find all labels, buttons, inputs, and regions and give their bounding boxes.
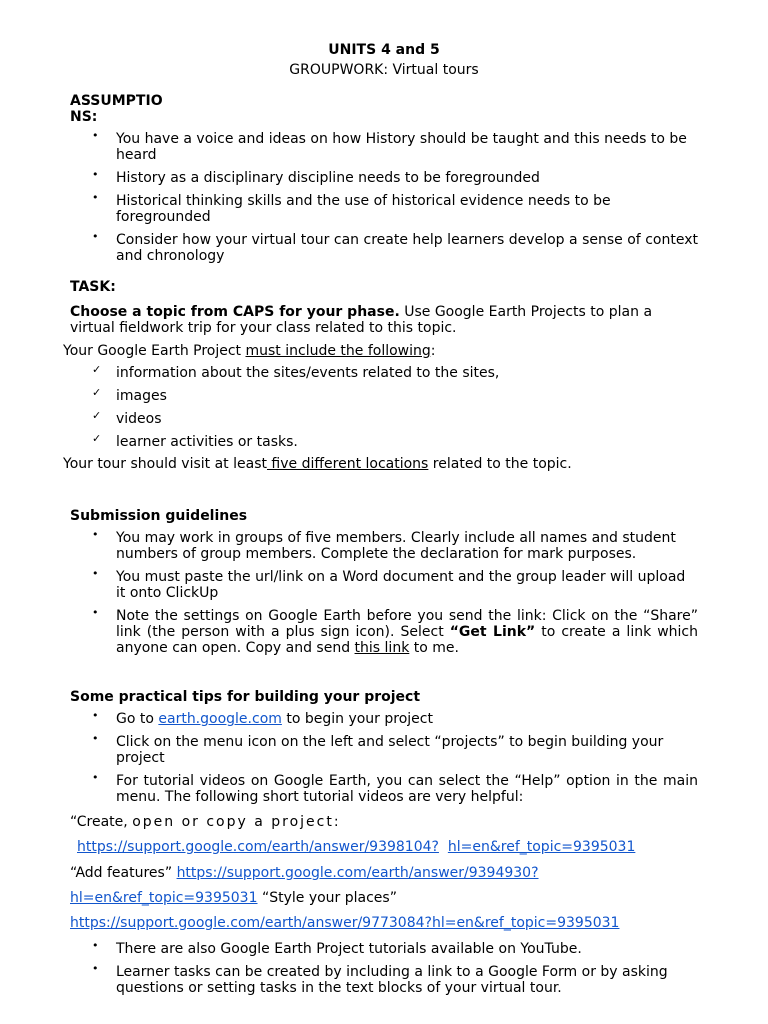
bullet-icon: •: [92, 606, 99, 619]
tutorial-link-create-params[interactable]: hl=en&ref_topic=9395031: [447, 839, 636, 855]
list-item: ✓ learner activities or tasks.: [92, 432, 298, 450]
bullet-icon: •: [92, 191, 99, 204]
list-item: • History as a disciplinary discipline needs to be foregrounded: [92, 168, 540, 186]
tutorial-link-add-features-params[interactable]: hl=en&ref_topic=9395031: [70, 890, 258, 906]
link1-line: [77, 839, 635, 855]
create-label: “Create, open or copy a project:: [70, 814, 341, 830]
list-item: • You have a voice and ideas on how History should be taught and this needs to be heard: [92, 129, 687, 163]
list-item: • You must paste the url/link on a Word document and the group leader will upload it onto ClickUp: [92, 567, 686, 601]
style-places-line: hl=en&ref_topic=9395031 “Style your places”: [70, 890, 397, 906]
list-item: • Go to earth.google.com to begin your project: [92, 709, 433, 727]
checkmark-icon: ✓: [92, 409, 102, 422]
task-checklist: [0, 365, 698, 457]
checkmark-icon: ✓: [92, 432, 102, 445]
checkmark-icon: ✓: [92, 363, 102, 376]
document-subtitle: GROUPWORK: Virtual tours: [289, 62, 479, 78]
tips-more-list: [0, 941, 698, 1003]
bullet-icon: •: [92, 230, 99, 243]
list-item: ✓ videos: [92, 409, 162, 427]
link3-line: [70, 915, 619, 931]
document-title: UNITS 4 and 5: [328, 42, 440, 58]
list-item: • Learner tasks can be created by including a link to a Google Form or by asking questions or setting tasks in the text blocks of your virtual tour.: [92, 962, 668, 996]
list-item: • You may work in groups of five members. Clearly include all names and student numbers of group members. Complete the declaration for mark purposes.: [92, 528, 676, 562]
tutorial-link-add-features[interactable]: https://support.google.com/earth/answer/9394930?: [176, 865, 539, 881]
task-intro: Choose a topic from CAPS for your phase. Use Google Earth Projects to plan a virtual fieldwork trip for your class related to this topic.: [70, 304, 653, 336]
tips-list: [0, 711, 698, 812]
list-item: • Click on the menu icon on the left and select “projects” to begin building your project: [92, 732, 664, 766]
assumptions-heading: ASSUMPTIO NS:: [70, 93, 163, 125]
bullet-icon: •: [92, 168, 99, 181]
assumptions-list: [0, 131, 698, 271]
tips-heading: Some practical tips for building your project: [70, 689, 421, 705]
list-item: • For tutorial videos on Google Earth, you can select the “Help” option in the main menu. The following short tutorial videos are very helpful:: [92, 771, 698, 805]
checkmark-icon: ✓: [92, 386, 102, 399]
tutorial-link-create[interactable]: https://support.google.com/earth/answer/9398104?: [77, 839, 439, 855]
bullet-icon: •: [92, 129, 99, 142]
bullet-icon: •: [92, 962, 99, 975]
list-item: ✓ information about the sites/events related to the sites,: [92, 363, 500, 381]
list-item: • Note the settings on Google Earth before you send the link: Click on the “Share” link (the person with a plus sign icon). Select “Get Link” to create a link which anyone can open. Copy and send this link to me.: [92, 606, 698, 656]
list-item: • Consider how your virtual tour can create help learners develop a sense of context and chronology: [92, 230, 698, 264]
task-visit-line: Your tour should visit at least five different locations related to the topic.: [63, 456, 572, 472]
tutorial-link-style-places[interactable]: https://support.google.com/earth/answer/9773084?hl=en&ref_topic=9395031: [70, 915, 620, 931]
submission-list: [0, 530, 698, 663]
bullet-icon: •: [92, 732, 99, 745]
list-item: • Historical thinking skills and the use of historical evidence needs to be foregrounded: [92, 191, 611, 225]
submission-heading: Submission guidelines: [70, 508, 248, 524]
google-earth-link[interactable]: earth.google.com: [158, 711, 282, 727]
bullet-icon: •: [92, 528, 99, 541]
task-include-line: Your Google Earth Project must include the following:: [63, 343, 436, 359]
bullet-icon: •: [92, 567, 99, 580]
bullet-icon: •: [92, 771, 99, 784]
bullet-icon: •: [92, 939, 99, 952]
task-heading: TASK:: [70, 279, 116, 295]
list-item: ✓ images: [92, 386, 167, 404]
list-item: • There are also Google Earth Project tutorials available on YouTube.: [92, 939, 582, 957]
add-features-line: “Add features” https://support.google.com/earth/answer/9394930?: [70, 865, 539, 881]
bullet-icon: •: [92, 709, 99, 722]
